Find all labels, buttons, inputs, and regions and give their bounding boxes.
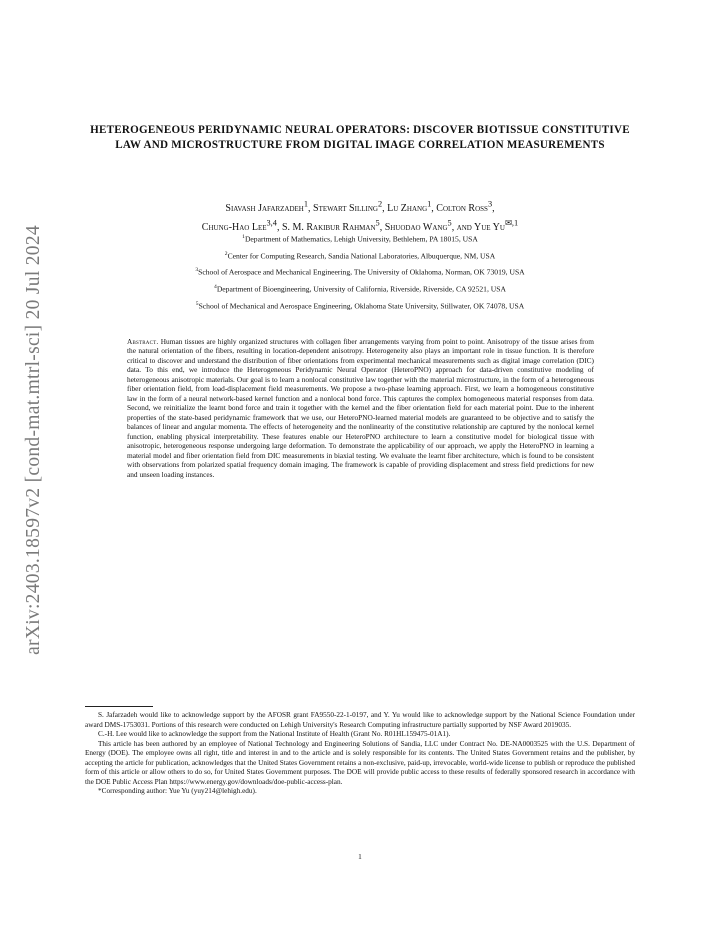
author-separator: ,	[379, 221, 385, 233]
affiliation-item	[80, 230, 640, 247]
author-separator: ,	[382, 203, 388, 215]
author-name: Lu Zhang	[387, 203, 428, 215]
author-separator: ,	[276, 221, 282, 233]
paper-title: HETEROGENEOUS PERIDYNAMIC NEURAL OPERATORS: DISCOVER BIOTISSUE CONSTITUTIVE LAW AND MICROSTRUCTURE FROM DIGITAL IMAGE CORRELATION MEASUREMENTS	[90, 124, 630, 152]
author-name: Siavash Jafarzadeh	[225, 203, 304, 215]
author-name: Yue Yu	[473, 221, 505, 233]
author-affiliation-mark: 3,4	[266, 218, 277, 228]
author-item	[225, 200, 314, 215]
author-name: Colton Ross	[436, 203, 488, 215]
page-number: 1	[358, 852, 362, 861]
footnote-doe-notice: This article has been authored by an employee of National Technology and Engineering Solutions of Sandia, LLC under Contract No. DE-NA0003525 with the U.S. Department of Energy (DOE). The employee owns all right, title and interest in and to the article and is solely responsible for its contents. The United States Government retains and the publisher, by accepting the article for publication, acknowledges that the United States Government retains a non-exclusive, paid-up, irrevocable, world-wide license to publish or reproduce the published form of this article or allow others to do so, for United States Government purposes. The DOE will provide public access to these results of federally sponsored research in accordance with the DOE Public Access Plan https://www.energy.gov/downloads/doe-public-access-plan.	[85, 739, 635, 786]
author-affiliation-mark: 5	[375, 218, 380, 228]
author-name: Shuodao Wang	[384, 221, 448, 233]
author-separator: ,	[431, 203, 437, 215]
affiliation-text: Department of Bioengineering, University of California, Riverside, Riverside, CA 92521, USA	[216, 284, 506, 294]
footnote-funding: S. Jafarzadeh would like to acknowledge support by the AFOSR grant FA9550-22-1-0197, and Y. Yu would like to acknowledge support by the National Science Foundation under award DMS-1753031. Portions of this research were conducted on Lehigh University's Research Computing infrastructure partially supported by NSF Award 2019035.	[85, 711, 635, 729]
affiliation-list	[80, 230, 640, 314]
author-affiliation-mark: 1	[303, 200, 309, 209]
abstract	[127, 337, 594, 479]
affiliation-number: 1	[242, 234, 245, 240]
arxiv-identifier-stamp	[18, 210, 50, 670]
author-affiliation-mark: ✉,1	[504, 218, 519, 228]
affiliation-number: 4	[214, 284, 217, 291]
author-item	[387, 200, 437, 215]
footnote-corresponding-author: *Corresponding author: Yue Yu (yuy214@lehigh.edu).	[98, 787, 257, 796]
footnote-divider	[85, 706, 153, 707]
author-item	[436, 200, 495, 215]
author-affiliation-mark: 1	[427, 200, 432, 209]
abstract-text: Human tissues are highly organized structures with collagen fiber arrangements varying from point to point. Anisotropy of the tissue arises from the natural orientation of the fibers, resulting in location-dependent anisotropy. Heterogeneity also plays an important role in tissue function. It is therefore critical to discover and understand the distribution of fiber orientations from experimental mechanical measurements such as digital image correlation (DIC) data. To this end, we introduce the Heterogeneous Peridynamic Neural Operator (HeteroPNO) approach for data-driven constitutive modeling of heterogeneous anisotropic materials. Our goal is to learn a nonlocal constitutive law together with the material microstructure, in the form of a heterogeneous fiber orientation field, from load-displacement field measurements. We propose a two-phase learning approach. First, we learn a homogeneous constitutive law in the form of a neural network-based kernel function and a nonlocal bond force. This captures the complex homogeneous material responses from data. Second, we reinitialize the learnt bond force and train it together with the kernel and the fiber orientation field for each material point. Due to the inherent properties of the state-based peridynamic framework that we use, our HeteroPNO-learned material models are guaranteed to be objective and to satisfy the balances of linear and angular momenta. The effects of heterogeneity and the nonlinearity of the constitutive relationship are captured by the nonlocal kernel function, enabling physical interpretability. These features enable our HeteroPNO architecture to learn a constitutive model for biological tissue with anisotropic, heterogeneous response undergoing large deformation. To demonstrate the applicability of our approach, we apply the HeteroPNO in learning a material model and fiber orientation field from DIC measurements in biaxial testing. We evaluate the learnt fiber architecture, which is found to be consistent with observations from polarized spatial frequency domain imaging. The framework is capable of providing displacement and stress field predictions for new and unseen loading instances.	[127, 337, 595, 479]
author-item	[313, 200, 388, 215]
author-name: S. M. Rakibur Rahman	[281, 221, 376, 233]
affiliation-text: School of Mechanical and Aerospace Engineering, Oklahoma State University, Stillwater, OK 74078, USA	[198, 301, 525, 311]
author-affiliation-mark: 3	[487, 200, 493, 209]
affiliation-item	[80, 297, 640, 314]
author-separator: ,	[308, 203, 314, 215]
author-separator: , and	[451, 221, 474, 233]
arxiv-identifier-text: arXiv:2403.18597v2 [cond-mat.mtrl-sci] 20 Jul 2024	[23, 225, 45, 655]
author-name: Chung-Hao Lee	[201, 221, 267, 233]
footnote-nih-support: C.-H. Lee would like to acknowledge the support from the National Institute of Health (Grant No. R01HL159475-01A1).	[98, 730, 451, 739]
author-affiliation-mark: 5	[447, 218, 452, 228]
affiliation-number: 5	[195, 300, 199, 307]
affiliation-number: 3	[195, 267, 199, 274]
affiliation-item	[80, 280, 640, 297]
author-name: Stewart Silling	[313, 203, 378, 215]
author-separator: ,	[492, 203, 495, 215]
author-affiliation-mark: 2	[377, 200, 383, 209]
affiliation-item	[80, 247, 640, 264]
affiliation-item	[80, 263, 640, 280]
affiliation-text: Department of Mathematics, Lehigh University, Bethlehem, PA 18015, USA	[244, 234, 478, 244]
footnotes	[85, 711, 635, 797]
affiliation-text: Center for Computing Research, Sandia National Laboratories, Albuquerque, NM, USA	[227, 251, 496, 261]
affiliation-text: School of Aerospace and Mechanical Engineering, The University of Oklahoma, Norman, OK 73019, USA	[198, 268, 525, 277]
abstract-label: Abstract.	[127, 337, 159, 346]
affiliation-number: 2	[224, 250, 228, 257]
